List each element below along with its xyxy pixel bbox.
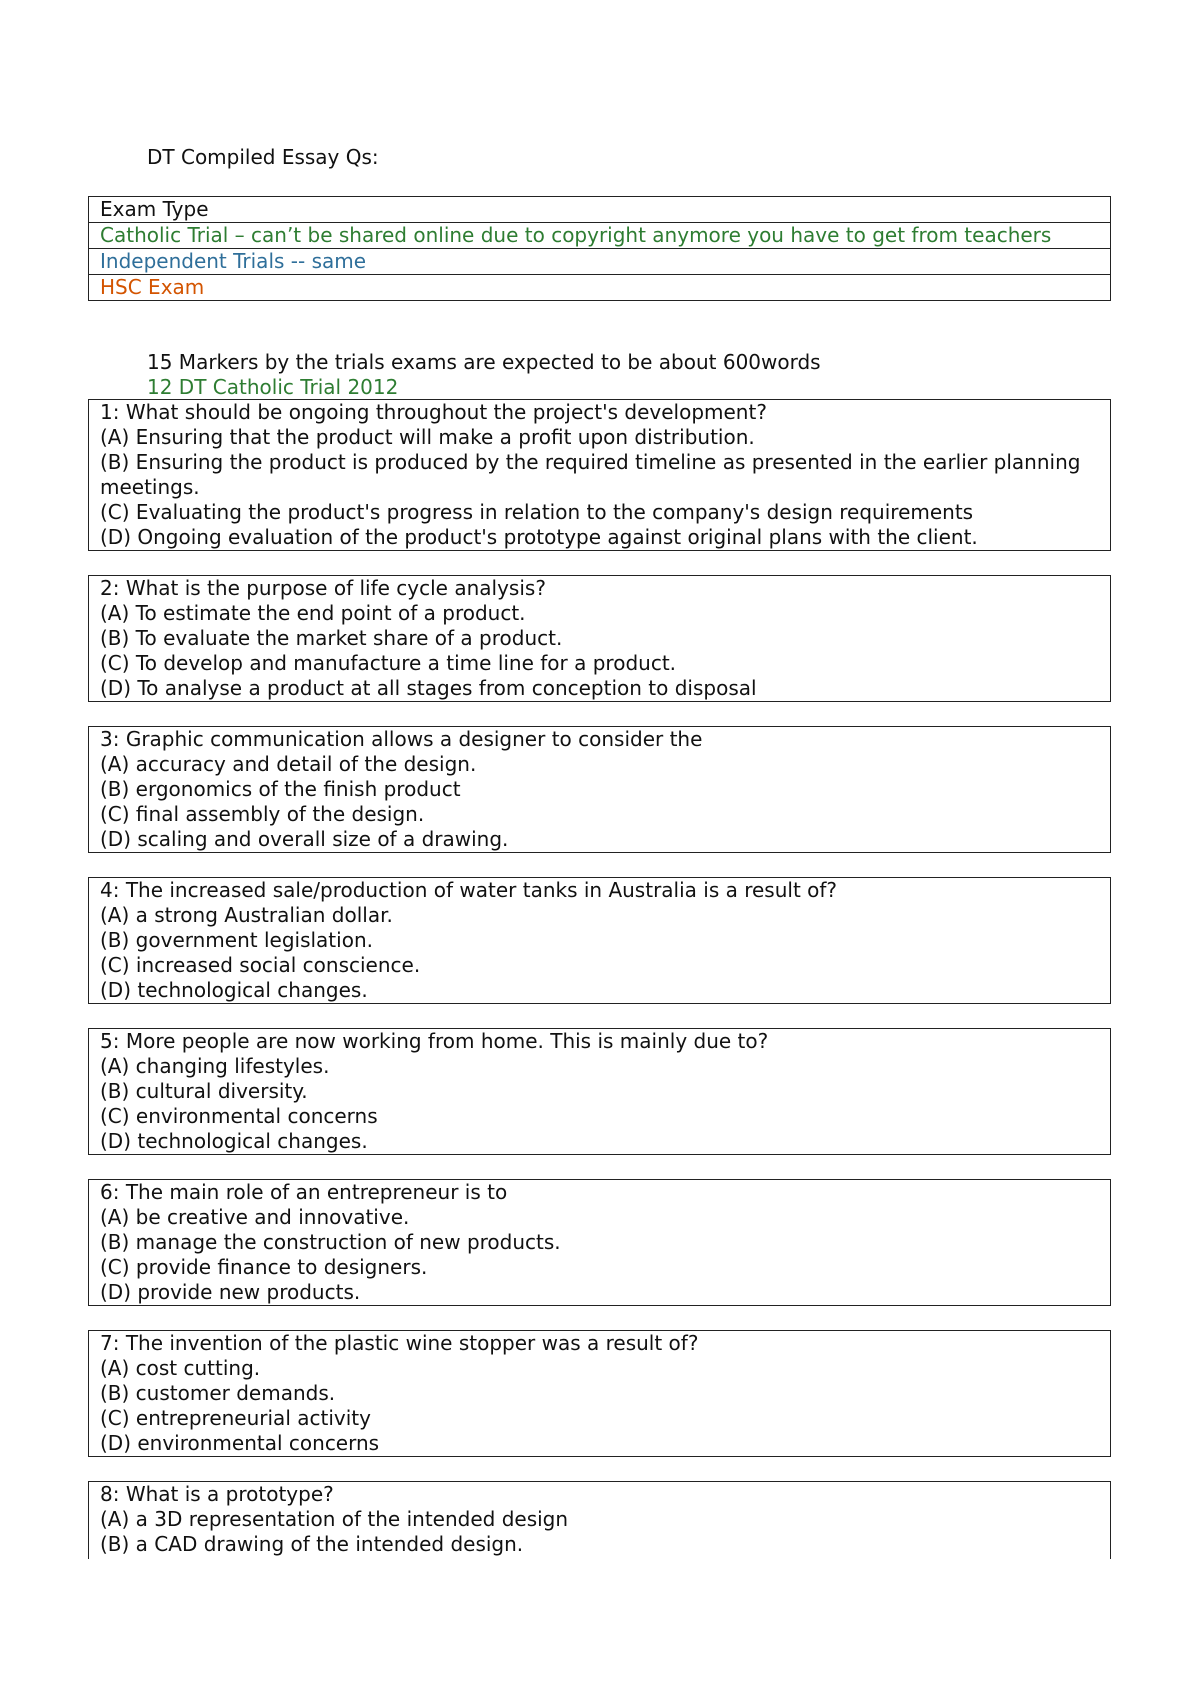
- page-title: DT Compiled Essay Qs:: [147, 145, 379, 169]
- option-c: (C) final assembly of the design.: [100, 802, 425, 826]
- option-b: (B) customer demands.: [100, 1381, 336, 1405]
- question-box-6: [88, 1179, 1111, 1306]
- question-box-7: [88, 1330, 1111, 1457]
- question-text: 4: The increased sale/production of water tanks in Australia is a result of?: [100, 878, 838, 902]
- option-a: (A) Ensuring that the product will make a profit upon distribution.: [100, 425, 755, 449]
- option-b: (B) a CAD drawing of the intended design.: [100, 1532, 524, 1556]
- option-c: (C) increased social conscience.: [100, 953, 421, 977]
- question-text: 8: What is a prototype?: [100, 1482, 334, 1506]
- legend-row-independent: Independent Trials -- same: [89, 248, 1110, 274]
- question-box-1: [88, 399, 1111, 551]
- section-heading: 12 DT Catholic Trial 2012: [147, 375, 399, 399]
- option-a: (A) a strong Australian dollar.: [100, 903, 393, 927]
- option-a: (A) cost cutting.: [100, 1356, 261, 1380]
- legend-row-hsc: HSC Exam: [89, 274, 1110, 300]
- question-text: 5: More people are now working from home. This is mainly due to?: [100, 1029, 769, 1053]
- option-d: (D) technological changes.: [100, 1129, 368, 1153]
- option-b: (B) manage the construction of new products.: [100, 1230, 561, 1254]
- question-box-5: [88, 1028, 1111, 1155]
- question-box-4: [88, 877, 1111, 1004]
- option-b: (B) cultural diversity.: [100, 1079, 308, 1103]
- option-c: (C) To develop and manufacture a time line for a product.: [100, 651, 677, 675]
- question-text: 3: Graphic communication allows a designer to consider the: [100, 727, 703, 751]
- question-text: 7: The invention of the plastic wine stopper was a result of?: [100, 1331, 699, 1355]
- option-b: (B) To evaluate the market share of a product.: [100, 626, 563, 650]
- option-d: (D) environmental concerns: [100, 1431, 380, 1455]
- option-c: (C) Evaluating the product's progress in relation to the company's design requirements: [100, 500, 974, 524]
- option-d: (D) Ongoing evaluation of the product's prototype against original plans with the client.: [100, 525, 978, 549]
- option-d: (D) scaling and overall size of a drawing.: [100, 827, 509, 851]
- question-text: 6: The main role of an entrepreneur is to: [100, 1180, 508, 1204]
- option-b: (B) Ensuring the product is produced by the required timeline as presented in the earlier planning meetings.: [100, 450, 1081, 499]
- exam-type-legend: [88, 196, 1111, 301]
- option-c: (C) environmental concerns: [100, 1104, 378, 1128]
- option-d: (D) technological changes.: [100, 978, 368, 1002]
- legend-header: Exam Type: [100, 197, 209, 221]
- question-box-8: [88, 1481, 1111, 1559]
- option-a: (A) To estimate the end point of a product.: [100, 601, 526, 625]
- legend-row-catholic: Catholic Trial – can’t be shared online due to copyright anymore you have to get from teachers: [89, 222, 1110, 248]
- question-text: 2: What is the purpose of life cycle analysis?: [100, 576, 546, 600]
- option-c: (C) entrepreneurial activity: [100, 1406, 371, 1430]
- question-box-3: [88, 726, 1111, 853]
- option-d: (D) provide new products.: [100, 1280, 361, 1304]
- option-a: (A) changing lifestyles.: [100, 1054, 330, 1078]
- question-text: 1: What should be ongoing throughout the project's development?: [100, 400, 767, 424]
- option-b: (B) government legislation.: [100, 928, 373, 952]
- option-d: (D) To analyse a product at all stages from conception to disposal: [100, 676, 757, 700]
- question-box-2: [88, 575, 1111, 702]
- option-a: (A) be creative and innovative.: [100, 1205, 410, 1229]
- option-a: (A) accuracy and detail of the design.: [100, 752, 477, 776]
- option-c: (C) provide finance to designers.: [100, 1255, 428, 1279]
- markers-note: 15 Markers by the trials exams are expected to be about 600words: [147, 350, 821, 374]
- option-a: (A) a 3D representation of the intended design: [100, 1507, 569, 1531]
- option-b: (B) ergonomics of the finish product: [100, 777, 461, 801]
